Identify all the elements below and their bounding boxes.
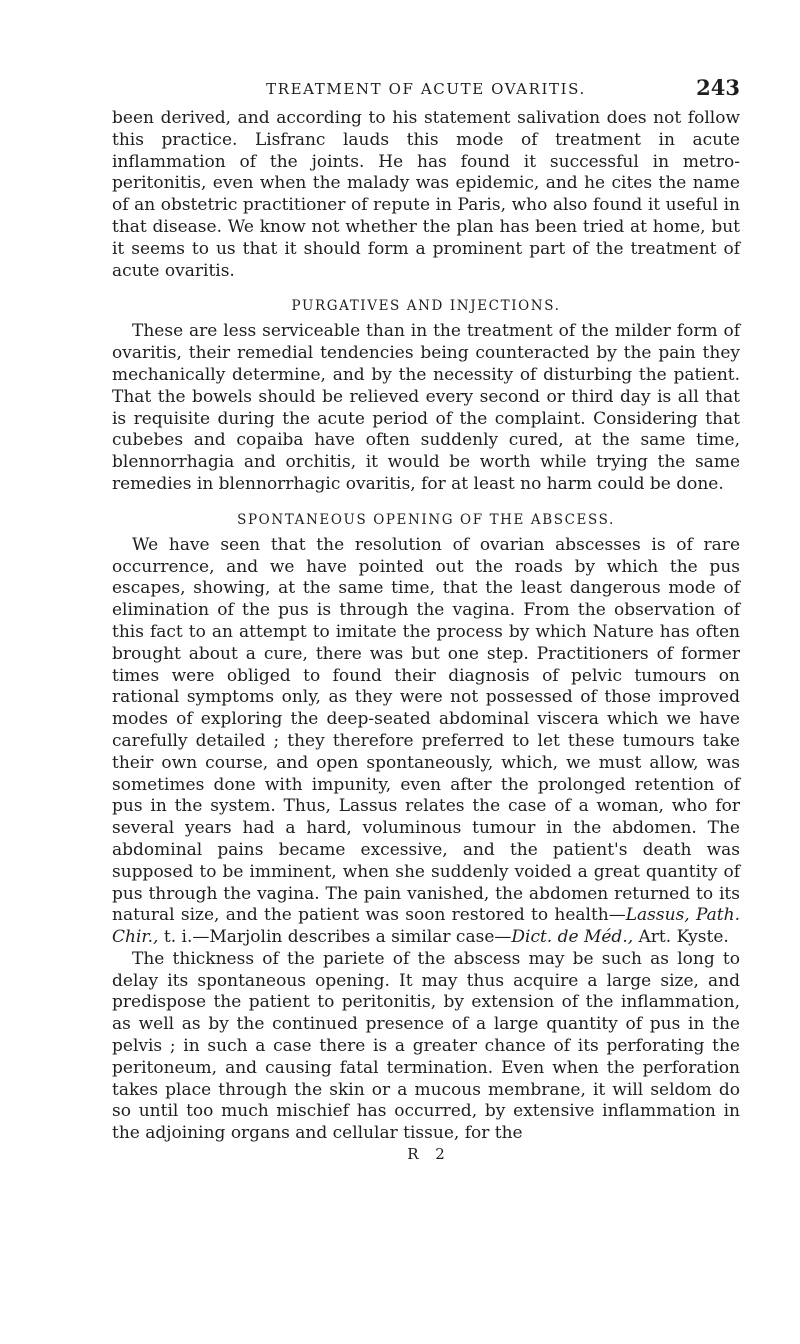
signature-mark: R 2: [407, 1145, 451, 1164]
book-page: [112, 75, 740, 1164]
abscess-paragraph-1: [112, 535, 740, 949]
running-head: [112, 75, 740, 108]
reference-lassus-tail: t. i.—Marjolin describes a similar case—: [158, 927, 512, 948]
reference-lassus: Lassus, Path. Chir.,: [112, 905, 740, 948]
reference-dict: Dict. de Méd.,: [511, 927, 634, 948]
section-heading-abscess: SPONTANEOUS OPENING OF THE ABSCESS.: [237, 511, 615, 528]
abscess-paragraph-2: The thickness of the pariete of the abscess may be such as long to delay its spontaneous opening. It may thus acquire a large size, and predispose the patient to peritonitis, by extension of the inflammation, as well as by the continued presence of a large quantity of pus in the pelvis ; in such a case there is a greater chance of its perforating the peritoneum, and causing fatal termination. Even when the perforation takes place through the skin or a mucous membrane, it will seldom do so until too much mischief has occurred, by extensive inflammation in the adjoining organs and cellular tissue, for the: [112, 948, 740, 1144]
section-heading-purgatives: PURGATIVES AND INJECTIONS.: [291, 298, 561, 315]
intro-paragraph: been derived, and according to his statement salivation does not follow this practice. Lisfranc lauds this mode of treatment in acute inflammation of the joints. He has found it successful in metro-peritonitis, even when the malady was epidemic, and he cites the name of an obstetric practitioner of repute in Paris, who also found it useful in that disease. We know not whether the plan has been tried at home, but it seems to us that it should form a prominent part of the treatment of acute ovaritis.: [112, 108, 740, 281]
running-title: TREATMENT OF ACUTE OVARITIS.: [266, 80, 586, 98]
page-number: 243: [696, 75, 740, 100]
purgatives-paragraph: These are less serviceable than in the treatment of the milder form of ovaritis, their remedial tendencies being counteracted by the pain they mechanically determine, and by the necessity of disturbing the patient. That the bowels should be relieved every second or third day is all that is requisite during the acute period of the complaint. Considering that cubebes and copaiba have often suddenly cured, at the same time, blennorrhagia and orchitis, it would be worth while trying the same remedies in blennorrhagic ovaritis, for at least no harm could be done.: [112, 321, 740, 494]
reference-dict-tail: Art. Kyste.: [633, 927, 729, 948]
abscess-paragraph-1-text: We have seen that the resolution of ovarian abscesses is of rare occurrence, and we have pointed out the roads by which the pus escapes, showing, at the same time, that the least dangerous mode of elimination of the pus is through the vagina. From the observation of this fact to an attempt to imitate the process by which Nature has often brought about a cure, there was but one step. Practitioners of former times were obliged to found their diagnosis of pelvic tumours on rational symptoms only, as they were not possessed of those improved modes of exploring the deep-seated abdominal viscera which we have carefully detailed ; they therefore preferred to let these tumours take their own course, and open spontaneously, which, we must allow, was sometimes done with impunity, even after the prolonged retention of pus in the system. Thus, Lassus relates the case of a woman, who for several years had a hard, voluminous tumour in the abdomen. The abdominal pains became excessive, and the patient's death was supposed to be imminent, when she suddenly voided a great quantity of pus through the vagina. The pain vanished, the abdomen returned to its natural size, and the patient was soon restored to health—: [112, 534, 740, 926]
